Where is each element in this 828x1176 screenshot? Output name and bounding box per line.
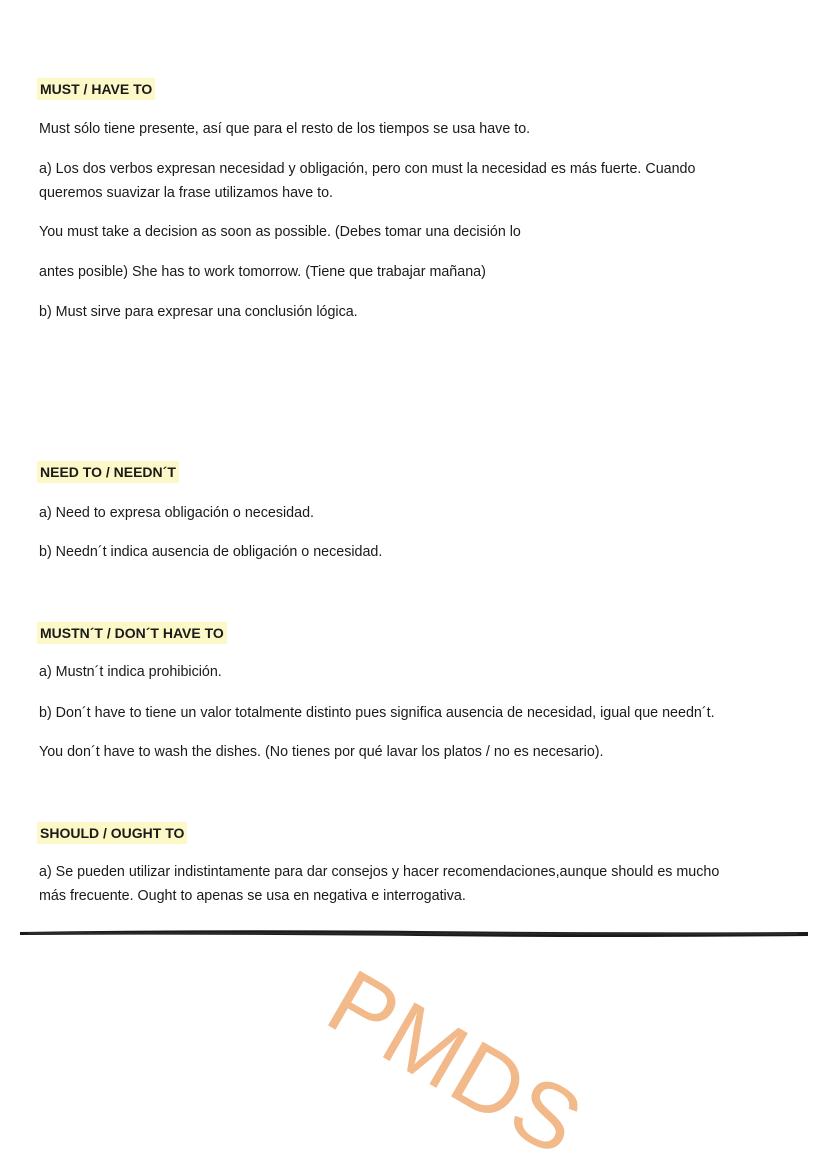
paragraph: a) Se pueden utilizar indistintamente para dar consejos y hacer recomendaciones,aunque should es mucho <box>39 864 720 880</box>
paragraph: queremos suavizar la frase utilizamos have to. <box>39 185 334 201</box>
watermark: PMDS <box>311 950 600 1176</box>
brush-divider <box>18 927 810 939</box>
paragraph: a) Los dos verbos expresan necesidad y obligación, pero con must la necesidad es más fuerte. Cuando <box>39 161 696 177</box>
section-heading: SHOULD / OUGHT TO <box>37 822 187 844</box>
section-heading: MUSTN´T / DON´T HAVE TO <box>37 622 227 644</box>
paragraph: You don´t have to wash the dishes. (No tienes por qué lavar los platos / no es necesario). <box>39 744 604 760</box>
paragraph: b) Don´t have to tiene un valor totalmente distinto pues significa ausencia de necesidad, igual que needn´t. <box>39 705 715 721</box>
paragraph: b) Needn´t indica ausencia de obligación o necesidad. <box>39 544 383 560</box>
paragraph: más frecuente. Ought to apenas se usa en negativa e interrogativa. <box>39 888 466 904</box>
paragraph: antes posible) She has to work tomorrow. (Tiene que trabajar mañana) <box>39 264 486 280</box>
paragraph: a) Mustn´t indica prohibición. <box>39 664 222 680</box>
paragraph: You must take a decision as soon as possible. (Debes tomar una decisión lo <box>39 224 521 240</box>
section-heading: NEED TO / NEEDN´T <box>37 461 179 483</box>
paragraph: Must sólo tiene presente, así que para el resto de los tiempos se usa have to. <box>39 121 531 137</box>
paragraph: a) Need to expresa obligación o necesidad. <box>39 505 314 521</box>
paragraph: b) Must sirve para expresar una conclusión lógica. <box>39 304 358 320</box>
section-heading: MUST / HAVE TO <box>37 78 155 100</box>
